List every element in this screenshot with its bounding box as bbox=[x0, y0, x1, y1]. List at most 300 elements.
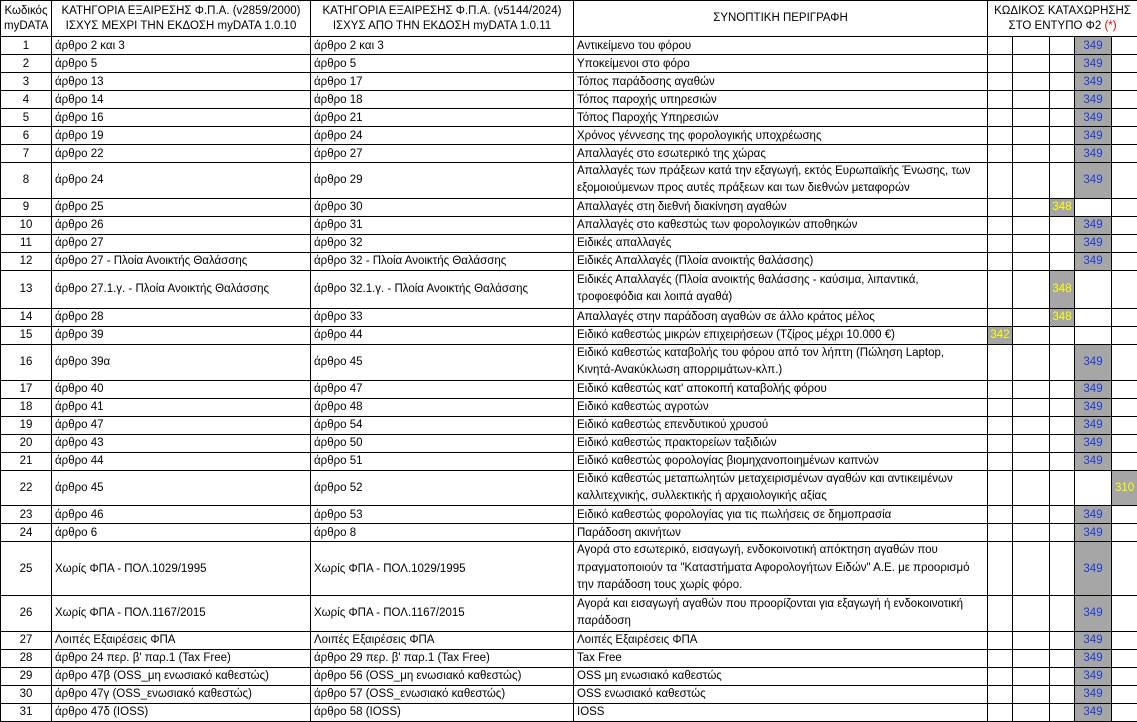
cell-f2-code: 349 bbox=[1075, 703, 1112, 721]
cell-f2-empty bbox=[988, 216, 1013, 234]
table-row bbox=[1, 252, 1137, 270]
cell-f2-code: 348 bbox=[1050, 198, 1075, 216]
cell-f2-empty bbox=[1013, 703, 1050, 721]
cell-f2-code: 349 bbox=[1075, 55, 1112, 73]
cell-f2-empty bbox=[1112, 55, 1137, 73]
cell-f2-empty bbox=[1013, 685, 1050, 703]
table-row bbox=[1, 344, 1137, 380]
cell-f2-empty bbox=[1050, 452, 1075, 470]
cell-new-category: άρθρο 58 (IOSS) bbox=[311, 703, 574, 721]
cell-code: 25 bbox=[1, 542, 52, 595]
cell-code: 30 bbox=[1, 685, 52, 703]
cell-f2-empty bbox=[1112, 308, 1137, 326]
cell-f2-empty bbox=[1013, 55, 1050, 73]
cell-old-category: άρθρο 6 bbox=[52, 524, 311, 542]
cell-code: 15 bbox=[1, 326, 52, 344]
header-code: Κωδικός myDATA bbox=[1, 1, 52, 37]
cell-description: Αγορά στο εσωτερικό, εισαγωγή, ενδοκοινοτική απόκτηση αγαθών που πραγματοποιούν τα "Καταστήματα Αφορολογήτων Ειδών" Α.Ε. με προορισμό την παράδοση τους χωρίς φόρο. bbox=[574, 542, 988, 595]
cell-f2-empty bbox=[1050, 631, 1075, 649]
cell-description: Αντικείμενο του φόρου bbox=[574, 37, 988, 55]
cell-description: Απαλλαγές των πράξεων κατά την εξαγωγή, εκτός Ευρωπαϊκής Ένωσης, των εξομοιούμενων προς αυτές πράξεων και των διεθνών μεταφορών bbox=[574, 163, 988, 199]
cell-f2-empty bbox=[988, 542, 1013, 595]
cell-old-category: άρθρο 44 bbox=[52, 452, 311, 470]
cell-description: Λοιπές Εξαιρέσεις ΦΠΑ bbox=[574, 631, 988, 649]
cell-code: 3 bbox=[1, 73, 52, 91]
cell-f2-empty bbox=[1013, 308, 1050, 326]
cell-f2-code: 310 bbox=[1112, 470, 1137, 506]
cell-f2-empty bbox=[1075, 270, 1112, 308]
table-row bbox=[1, 434, 1137, 452]
cell-f2-empty bbox=[1013, 667, 1050, 685]
cell-old-category: άρθρο 41 bbox=[52, 398, 311, 416]
table-row bbox=[1, 234, 1137, 252]
cell-f2-empty bbox=[1013, 234, 1050, 252]
cell-old-category: άρθρο 24 bbox=[52, 163, 311, 199]
cell-f2-empty bbox=[988, 452, 1013, 470]
cell-code: 8 bbox=[1, 163, 52, 199]
cell-old-category: Χωρίς ΦΠΑ - ΠΟΛ.1029/1995 bbox=[52, 542, 311, 595]
cell-f2-empty bbox=[1050, 595, 1075, 631]
cell-description: OSS ενωσιακό καθεστώς bbox=[574, 685, 988, 703]
cell-f2-empty bbox=[988, 234, 1013, 252]
cell-f2-code: 349 bbox=[1075, 506, 1112, 524]
cell-f2-code: 348 bbox=[1050, 308, 1075, 326]
cell-f2-empty bbox=[1050, 667, 1075, 685]
cell-f2-empty bbox=[1050, 37, 1075, 55]
table-row bbox=[1, 308, 1137, 326]
cell-code: 13 bbox=[1, 270, 52, 308]
table-row bbox=[1, 198, 1137, 216]
cell-f2-code: 349 bbox=[1075, 685, 1112, 703]
cell-f2-code: 349 bbox=[1075, 542, 1112, 595]
header-row bbox=[1, 1, 1137, 37]
table-row bbox=[1, 91, 1137, 109]
cell-f2-empty bbox=[1013, 542, 1050, 595]
cell-f2-empty bbox=[1112, 703, 1137, 721]
cell-new-category: άρθρο 17 bbox=[311, 73, 574, 91]
cell-new-category: άρθρο 50 bbox=[311, 434, 574, 452]
cell-f2-empty bbox=[1050, 145, 1075, 163]
cell-description: Ειδικές Απαλλαγές (Πλοία ανοικτής θαλάσσης) bbox=[574, 252, 988, 270]
cell-f2-empty bbox=[1050, 252, 1075, 270]
cell-f2-empty bbox=[988, 91, 1013, 109]
cell-code: 10 bbox=[1, 216, 52, 234]
cell-new-category: άρθρο 51 bbox=[311, 452, 574, 470]
header-new-category: ΚΑΤΗΓΟΡΙΑ ΕΞΑΙΡΕΣΗΣ Φ.Π.Α. (v5144/2024) ΙΣΧΥΣ ΑΠΟ ΤΗΝ ΕΚΔΟΣΗ myDATA 1.0.11 bbox=[311, 1, 574, 37]
cell-f2-empty bbox=[1112, 398, 1137, 416]
cell-new-category: άρθρο 48 bbox=[311, 398, 574, 416]
table-row bbox=[1, 398, 1137, 416]
cell-f2-code: 348 bbox=[1050, 270, 1075, 308]
cell-code: 7 bbox=[1, 145, 52, 163]
cell-f2-empty bbox=[1112, 344, 1137, 380]
cell-f2-empty bbox=[1050, 685, 1075, 703]
table-row bbox=[1, 127, 1137, 145]
cell-f2-empty bbox=[988, 145, 1013, 163]
cell-f2-empty bbox=[1050, 234, 1075, 252]
cell-old-category: άρθρο 39 bbox=[52, 326, 311, 344]
cell-code: 27 bbox=[1, 631, 52, 649]
cell-f2-empty bbox=[1050, 55, 1075, 73]
cell-old-category: άρθρο 27.1.γ. - Πλοία Ανοικτής Θαλάσσης bbox=[52, 270, 311, 308]
cell-f2-empty bbox=[988, 685, 1013, 703]
cell-f2-empty bbox=[1112, 37, 1137, 55]
cell-f2-empty bbox=[1050, 73, 1075, 91]
cell-f2-code: 349 bbox=[1075, 524, 1112, 542]
cell-code: 26 bbox=[1, 595, 52, 631]
cell-f2-empty bbox=[1075, 326, 1112, 344]
cell-old-category: άρθρο 5 bbox=[52, 55, 311, 73]
cell-f2-empty bbox=[1112, 452, 1137, 470]
cell-new-category: άρθρο 24 bbox=[311, 127, 574, 145]
cell-f2-empty bbox=[1013, 344, 1050, 380]
cell-new-category: άρθρο 30 bbox=[311, 198, 574, 216]
cell-f2-empty bbox=[1013, 198, 1050, 216]
cell-f2-empty bbox=[1112, 685, 1137, 703]
cell-f2-empty bbox=[988, 127, 1013, 145]
cell-f2-empty bbox=[1013, 452, 1050, 470]
cell-f2-empty bbox=[1013, 91, 1050, 109]
cell-f2-empty bbox=[1013, 109, 1050, 127]
cell-new-category: άρθρο 57 (OSS_ενωσιακό καθεστώς) bbox=[311, 685, 574, 703]
cell-new-category: άρθρο 31 bbox=[311, 216, 574, 234]
cell-f2-empty bbox=[988, 198, 1013, 216]
header-f2-code: ΚΩΔΙΚΟΣ ΚΑΤΑΧΩΡΗΣΗΣ ΣΤΟ ΕΝΤΥΠΟ Φ2 (*) bbox=[988, 1, 1137, 37]
cell-code: 20 bbox=[1, 434, 52, 452]
cell-f2-code: 349 bbox=[1075, 398, 1112, 416]
cell-new-category: άρθρο 44 bbox=[311, 326, 574, 344]
cell-description: IOSS bbox=[574, 703, 988, 721]
cell-new-category: άρθρο 32.1.γ. - Πλοία Ανοικτής Θαλάσσης bbox=[311, 270, 574, 308]
cell-f2-empty bbox=[1112, 380, 1137, 398]
cell-f2-code: 349 bbox=[1075, 234, 1112, 252]
cell-f2-empty bbox=[1075, 470, 1112, 506]
cell-f2-empty bbox=[1013, 434, 1050, 452]
cell-f2-empty bbox=[988, 524, 1013, 542]
table-row bbox=[1, 163, 1137, 199]
cell-f2-empty bbox=[1013, 398, 1050, 416]
cell-description: Αγορά και εισαγωγή αγαθών που προορίζονται για εξαγωγή ή ενδοκοινοτική παράδοση bbox=[574, 595, 988, 631]
cell-f2-empty bbox=[1013, 380, 1050, 398]
cell-description: Απαλλαγές στη διεθνή διακίνηση αγαθών bbox=[574, 198, 988, 216]
cell-old-category: Χωρίς ΦΠΑ - ΠΟΛ.1167/2015 bbox=[52, 595, 311, 631]
cell-description: OSS μη ενωσιακό καθεστώς bbox=[574, 667, 988, 685]
header-description: ΣΥΝΟΠΤΙΚΗ ΠΕΡΙΓΡΑΦΗ bbox=[574, 1, 988, 37]
cell-f2-empty bbox=[988, 649, 1013, 667]
cell-old-category: άρθρο 39α bbox=[52, 344, 311, 380]
cell-f2-empty bbox=[988, 631, 1013, 649]
cell-description: Χρόνος γέννεσης της φορολογικής υποχρέωσης bbox=[574, 127, 988, 145]
cell-description: Ειδικό καθεστώς επενδυτικού χρυσού bbox=[574, 416, 988, 434]
cell-f2-empty bbox=[988, 667, 1013, 685]
cell-old-category: άρθρο 47δ (IOSS) bbox=[52, 703, 311, 721]
cell-description: Τόπος παροχής υπηρεσιών bbox=[574, 91, 988, 109]
cell-f2-empty bbox=[988, 109, 1013, 127]
cell-f2-empty bbox=[1050, 470, 1075, 506]
cell-f2-empty bbox=[1112, 506, 1137, 524]
cell-code: 16 bbox=[1, 344, 52, 380]
cell-description: Ειδικό καθεστώς κατ' αποκοπή καταβολής φόρου bbox=[574, 380, 988, 398]
cell-f2-empty bbox=[1050, 649, 1075, 667]
cell-code: 1 bbox=[1, 37, 52, 55]
cell-f2-code: 349 bbox=[1075, 344, 1112, 380]
cell-f2-empty bbox=[1013, 73, 1050, 91]
table-row bbox=[1, 631, 1137, 649]
cell-f2-empty bbox=[988, 252, 1013, 270]
cell-code: 18 bbox=[1, 398, 52, 416]
cell-f2-empty bbox=[1013, 145, 1050, 163]
cell-f2-empty bbox=[1112, 524, 1137, 542]
cell-code: 22 bbox=[1, 470, 52, 506]
cell-new-category: άρθρο 29 περ. β' παρ.1 (Tax Free) bbox=[311, 649, 574, 667]
table-row bbox=[1, 416, 1137, 434]
cell-f2-empty bbox=[1050, 542, 1075, 595]
cell-description: Ειδικό καθεστώς καταβολής του φόρου από τον λήπτη (Πώληση Laptop, Κινητά-Ανακύκλωση απορριμάτων-κλπ.) bbox=[574, 344, 988, 380]
cell-old-category: άρθρο 14 bbox=[52, 91, 311, 109]
cell-f2-empty bbox=[1013, 506, 1050, 524]
cell-f2-empty bbox=[1050, 416, 1075, 434]
cell-f2-empty bbox=[1112, 542, 1137, 595]
cell-f2-empty bbox=[988, 55, 1013, 73]
cell-f2-empty bbox=[1013, 595, 1050, 631]
cell-f2-empty bbox=[988, 380, 1013, 398]
table-body bbox=[1, 37, 1137, 722]
cell-f2-code: 349 bbox=[1075, 163, 1112, 199]
cell-f2-empty bbox=[1050, 506, 1075, 524]
table-row bbox=[1, 326, 1137, 344]
table-row bbox=[1, 452, 1137, 470]
cell-old-category: άρθρο 22 bbox=[52, 145, 311, 163]
cell-code: 17 bbox=[1, 380, 52, 398]
cell-old-category: άρθρο 40 bbox=[52, 380, 311, 398]
cell-f2-code: 349 bbox=[1075, 145, 1112, 163]
cell-f2-empty bbox=[1112, 198, 1137, 216]
cell-description: Απαλλαγές στο καθεστώς των φορολογικών αποθηκών bbox=[574, 216, 988, 234]
cell-f2-empty bbox=[1013, 163, 1050, 199]
cell-code: 5 bbox=[1, 109, 52, 127]
cell-f2-empty bbox=[1050, 216, 1075, 234]
cell-f2-empty bbox=[1112, 649, 1137, 667]
cell-code: 9 bbox=[1, 198, 52, 216]
cell-f2-empty bbox=[1112, 91, 1137, 109]
cell-old-category: άρθρο 2 και 3 bbox=[52, 37, 311, 55]
cell-f2-empty bbox=[1112, 145, 1137, 163]
cell-code: 29 bbox=[1, 667, 52, 685]
table-row bbox=[1, 542, 1137, 595]
table-row bbox=[1, 145, 1137, 163]
cell-f2-empty bbox=[1013, 37, 1050, 55]
table-row bbox=[1, 380, 1137, 398]
cell-f2-code: 349 bbox=[1075, 416, 1112, 434]
cell-f2-empty bbox=[1112, 127, 1137, 145]
table-row bbox=[1, 649, 1137, 667]
cell-new-category: άρθρο 56 (OSS_μη ενωσιακό καθεστώς) bbox=[311, 667, 574, 685]
cell-f2-code: 349 bbox=[1075, 649, 1112, 667]
cell-f2-empty bbox=[1013, 524, 1050, 542]
cell-f2-empty bbox=[1013, 649, 1050, 667]
cell-f2-empty bbox=[988, 73, 1013, 91]
cell-f2-empty bbox=[1013, 252, 1050, 270]
cell-description: Ειδικές απαλλαγές bbox=[574, 234, 988, 252]
cell-f2-code: 349 bbox=[1075, 91, 1112, 109]
table-row bbox=[1, 470, 1137, 506]
cell-description: Tax Free bbox=[574, 649, 988, 667]
cell-f2-empty bbox=[1050, 326, 1075, 344]
table-row bbox=[1, 685, 1137, 703]
cell-f2-code: 349 bbox=[1075, 667, 1112, 685]
table-row bbox=[1, 595, 1137, 631]
cell-old-category: Λοιπές Εξαιρέσεις ΦΠΑ bbox=[52, 631, 311, 649]
cell-old-category: άρθρο 25 bbox=[52, 198, 311, 216]
cell-new-category: Λοιπές Εξαιρέσεις ΦΠΑ bbox=[311, 631, 574, 649]
cell-new-category: άρθρο 29 bbox=[311, 163, 574, 199]
cell-f2-empty bbox=[988, 470, 1013, 506]
cell-f2-code: 349 bbox=[1075, 452, 1112, 470]
cell-old-category: άρθρο 28 bbox=[52, 308, 311, 326]
cell-new-category: άρθρο 2 και 3 bbox=[311, 37, 574, 55]
cell-f2-empty bbox=[988, 703, 1013, 721]
table-row bbox=[1, 37, 1137, 55]
cell-old-category: άρθρο 43 bbox=[52, 434, 311, 452]
cell-new-category: Χωρίς ΦΠΑ - ΠΟΛ.1029/1995 bbox=[311, 542, 574, 595]
cell-f2-empty bbox=[1112, 252, 1137, 270]
cell-f2-code: 349 bbox=[1075, 73, 1112, 91]
table-row bbox=[1, 667, 1137, 685]
cell-f2-empty bbox=[1112, 434, 1137, 452]
cell-description: Παράδοση ακινήτων bbox=[574, 524, 988, 542]
table-row bbox=[1, 506, 1137, 524]
cell-f2-empty bbox=[988, 308, 1013, 326]
cell-new-category: άρθρο 53 bbox=[311, 506, 574, 524]
cell-old-category: άρθρο 26 bbox=[52, 216, 311, 234]
cell-new-category: άρθρο 21 bbox=[311, 109, 574, 127]
cell-f2-empty bbox=[1050, 398, 1075, 416]
cell-old-category: άρθρο 47β (OSS_μη ενωσιακό καθεστώς) bbox=[52, 667, 311, 685]
cell-f2-empty bbox=[1013, 416, 1050, 434]
table-row bbox=[1, 703, 1137, 721]
cell-old-category: άρθρο 16 bbox=[52, 109, 311, 127]
cell-f2-empty bbox=[1050, 524, 1075, 542]
cell-f2-empty bbox=[988, 416, 1013, 434]
cell-f2-empty bbox=[1050, 380, 1075, 398]
cell-f2-empty bbox=[1013, 216, 1050, 234]
cell-code: 2 bbox=[1, 55, 52, 73]
cell-new-category: άρθρο 47 bbox=[311, 380, 574, 398]
cell-f2-empty bbox=[1112, 631, 1137, 649]
table-row bbox=[1, 109, 1137, 127]
cell-f2-empty bbox=[988, 506, 1013, 524]
table-row bbox=[1, 216, 1137, 234]
cell-new-category: άρθρο 54 bbox=[311, 416, 574, 434]
cell-f2-empty bbox=[1075, 308, 1112, 326]
cell-new-category: άρθρο 32 - Πλοία Ανοικτής Θαλάσσης bbox=[311, 252, 574, 270]
cell-f2-code: 349 bbox=[1075, 109, 1112, 127]
cell-f2-empty bbox=[1013, 326, 1050, 344]
cell-f2-empty bbox=[988, 595, 1013, 631]
table-row bbox=[1, 73, 1137, 91]
cell-code: 23 bbox=[1, 506, 52, 524]
cell-f2-code: 342 bbox=[988, 326, 1013, 344]
header-old-category: ΚΑΤΗΓΟΡΙΑ ΕΞΑΙΡΕΣΗΣ Φ.Π.Α. (v2859/2000) ΙΣΧΥΣ ΜΕΧΡΙ ΤΗΝ ΕΚΔΟΣΗ myDATA 1.0.10 bbox=[52, 1, 311, 37]
cell-f2-empty bbox=[1112, 667, 1137, 685]
cell-code: 24 bbox=[1, 524, 52, 542]
cell-code: 28 bbox=[1, 649, 52, 667]
cell-f2-empty bbox=[1112, 163, 1137, 199]
cell-f2-empty bbox=[1050, 703, 1075, 721]
cell-old-category: άρθρο 13 bbox=[52, 73, 311, 91]
cell-old-category: άρθρο 24 περ. β' παρ.1 (Tax Free) bbox=[52, 649, 311, 667]
cell-old-category: άρθρο 47γ (OSS_ενωσιακό καθεστώς) bbox=[52, 685, 311, 703]
cell-f2-empty bbox=[1112, 326, 1137, 344]
cell-f2-code: 349 bbox=[1075, 631, 1112, 649]
cell-code: 6 bbox=[1, 127, 52, 145]
cell-description: Ειδικό καθεστώς αγροτών bbox=[574, 398, 988, 416]
cell-old-category: άρθρο 27 bbox=[52, 234, 311, 252]
cell-new-category: άρθρο 18 bbox=[311, 91, 574, 109]
cell-f2-empty bbox=[1013, 270, 1050, 308]
cell-f2-empty bbox=[988, 344, 1013, 380]
cell-code: 21 bbox=[1, 452, 52, 470]
cell-f2-empty bbox=[1050, 434, 1075, 452]
table-row bbox=[1, 524, 1137, 542]
cell-description: Ειδικό καθεστώς φορολογίας βιομηχανοποιημένων καπνών bbox=[574, 452, 988, 470]
cell-description: Ειδικές Απαλλαγές (Πλοία ανοικτής θαλάσσης - καύσιμα, λιπαντικά, τροφοεφόδια και λοιπά αγαθά) bbox=[574, 270, 988, 308]
cell-f2-empty bbox=[1112, 595, 1137, 631]
cell-f2-empty bbox=[988, 270, 1013, 308]
cell-code: 14 bbox=[1, 308, 52, 326]
cell-description: Υποκείμενοι στο φόρο bbox=[574, 55, 988, 73]
cell-description: Τόπος Παροχής Υπηρεσιών bbox=[574, 109, 988, 127]
cell-f2-empty bbox=[1112, 234, 1137, 252]
cell-f2-empty bbox=[1050, 91, 1075, 109]
cell-f2-code: 349 bbox=[1075, 216, 1112, 234]
cell-code: 4 bbox=[1, 91, 52, 109]
cell-f2-empty bbox=[1050, 109, 1075, 127]
cell-f2-code: 349 bbox=[1075, 127, 1112, 145]
cell-f2-empty bbox=[988, 37, 1013, 55]
cell-f2-empty bbox=[988, 434, 1013, 452]
cell-new-category: άρθρο 27 bbox=[311, 145, 574, 163]
cell-description: Απαλλαγές στο εσωτερικό της χώρας bbox=[574, 145, 988, 163]
cell-new-category: άρθρο 33 bbox=[311, 308, 574, 326]
cell-description: Ειδικό καθεστώς πρακτορείων ταξιδιών bbox=[574, 434, 988, 452]
cell-new-category: άρθρο 5 bbox=[311, 55, 574, 73]
cell-description: Ειδικό καθεστώς φορολογίας για τις πωλήσεις σε δημοπρασία bbox=[574, 506, 988, 524]
cell-f2-empty bbox=[1013, 127, 1050, 145]
cell-f2-empty bbox=[1112, 73, 1137, 91]
cell-f2-code: 349 bbox=[1075, 252, 1112, 270]
cell-f2-empty bbox=[1050, 127, 1075, 145]
table-row bbox=[1, 270, 1137, 308]
cell-f2-empty bbox=[1050, 163, 1075, 199]
cell-new-category: άρθρο 52 bbox=[311, 470, 574, 506]
cell-old-category: άρθρο 46 bbox=[52, 506, 311, 524]
cell-new-category: άρθρο 45 bbox=[311, 344, 574, 380]
cell-f2-empty bbox=[1112, 109, 1137, 127]
cell-f2-code: 349 bbox=[1075, 595, 1112, 631]
cell-old-category: άρθρο 19 bbox=[52, 127, 311, 145]
cell-code: 11 bbox=[1, 234, 52, 252]
cell-new-category: άρθρο 8 bbox=[311, 524, 574, 542]
cell-code: 12 bbox=[1, 252, 52, 270]
cell-description: Απαλλαγές στην παράδοση αγαθών σε άλλο κράτος μέλος bbox=[574, 308, 988, 326]
cell-old-category: άρθρο 45 bbox=[52, 470, 311, 506]
cell-f2-empty bbox=[1075, 198, 1112, 216]
cell-f2-empty bbox=[1013, 470, 1050, 506]
cell-old-category: άρθρο 47 bbox=[52, 416, 311, 434]
cell-f2-code: 349 bbox=[1075, 37, 1112, 55]
cell-description: Ειδικό καθεστώς μικρών επιχειρήσεων (Τζίρος μέχρι 10.000 €) bbox=[574, 326, 988, 344]
